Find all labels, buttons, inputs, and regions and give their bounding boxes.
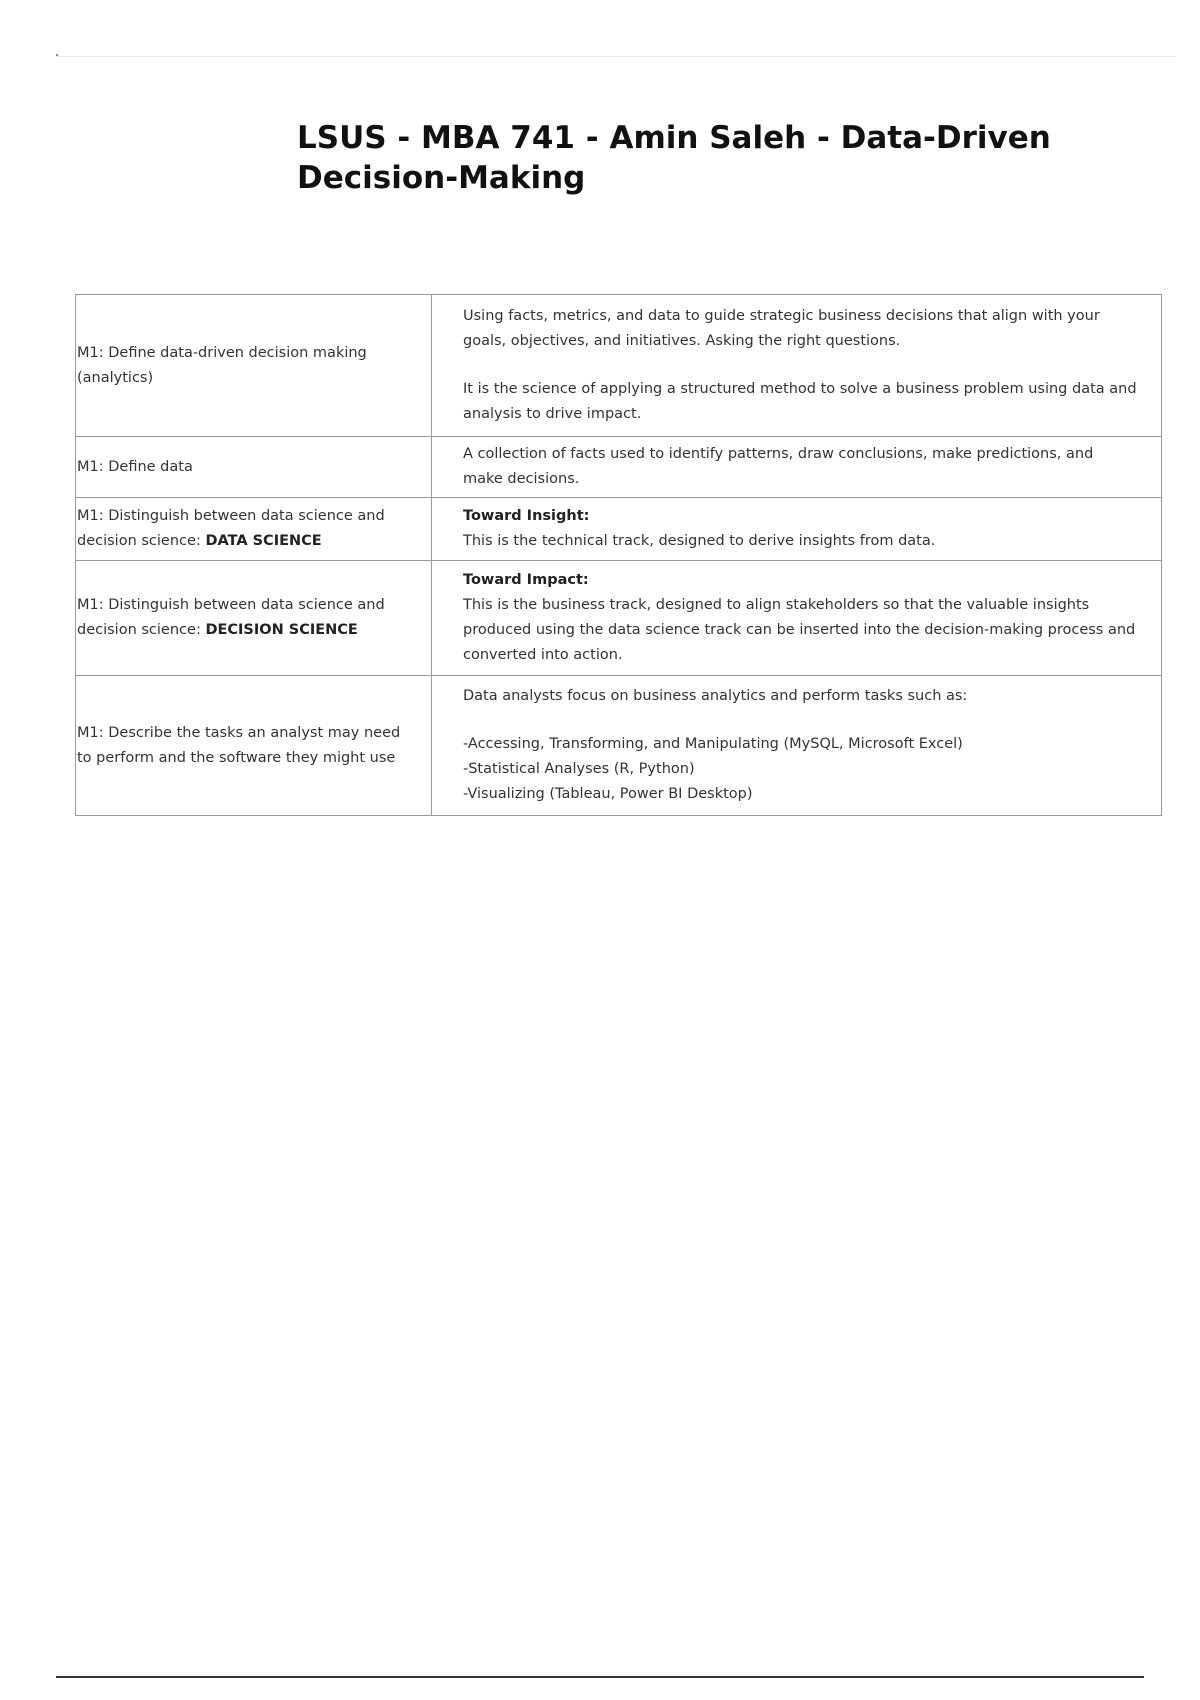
table-row xyxy=(76,437,1162,498)
term-text: M1: Distinguish between data science and decision science: xyxy=(77,508,385,549)
header-rule xyxy=(56,56,1176,57)
footer-rule xyxy=(56,1676,1144,1678)
definition-cell: A collection of facts used to identify patterns, draw conclusions, make predictions, and make decisions. xyxy=(432,437,1162,498)
term-emphasis: DATA SCIENCE xyxy=(205,533,322,549)
definition-paragraph: Using facts, metrics, and data to guide strategic business decisions that align with your goals, objectives, and initiatives. Asking the right questions. xyxy=(463,308,1100,349)
table-row xyxy=(76,561,1162,676)
term-cell: M1: Describe the tasks an analyst may need to perform and the software they might use xyxy=(76,676,432,816)
term-cell: M1: Define data xyxy=(76,437,432,498)
list-item: -Accessing, Transforming, and Manipulating (MySQL, Microsoft Excel) xyxy=(463,736,963,752)
paragraph-gap xyxy=(463,354,1137,377)
paragraph-gap xyxy=(463,709,1137,732)
list-item: -Statistical Analyses (R, Python) xyxy=(463,761,695,777)
definition-text: This is the technical track, designed to derive insights from data. xyxy=(463,533,936,549)
corner-mark xyxy=(56,54,58,56)
flashcard-table xyxy=(75,294,1162,816)
term-emphasis: DECISION SCIENCE xyxy=(205,622,358,638)
definition-paragraph: It is the science of applying a structured method to solve a business problem using data and analysis to drive impact. xyxy=(463,381,1137,422)
definition-cell xyxy=(432,561,1162,676)
definition-heading: Toward Insight: xyxy=(463,508,590,524)
table-row xyxy=(76,498,1162,561)
term-cell: M1: Define data-driven decision making (analytics) xyxy=(76,295,432,437)
definition-cell xyxy=(432,295,1162,437)
term-cell xyxy=(76,498,432,561)
table-row xyxy=(76,295,1162,437)
document-title: LSUS - MBA 741 - Amin Saleh - Data-Driven Decision-Making xyxy=(297,120,1051,196)
definition-intro: Data analysts focus on business analytics and perform tasks such as: xyxy=(463,688,968,704)
definition-heading: Toward Impact: xyxy=(463,572,589,588)
definition-cell xyxy=(432,498,1162,561)
term-cell xyxy=(76,561,432,676)
term-text: M1: Distinguish between data science and decision science: xyxy=(77,597,385,638)
definition-cell xyxy=(432,676,1162,816)
list-item: -Visualizing (Tableau, Power BI Desktop) xyxy=(463,786,753,802)
table-row xyxy=(76,676,1162,816)
definition-text: This is the business track, designed to align stakeholders so that the valuable insights produced using the data science track can be inserted into the decision-making process and converted into action. xyxy=(463,597,1136,663)
